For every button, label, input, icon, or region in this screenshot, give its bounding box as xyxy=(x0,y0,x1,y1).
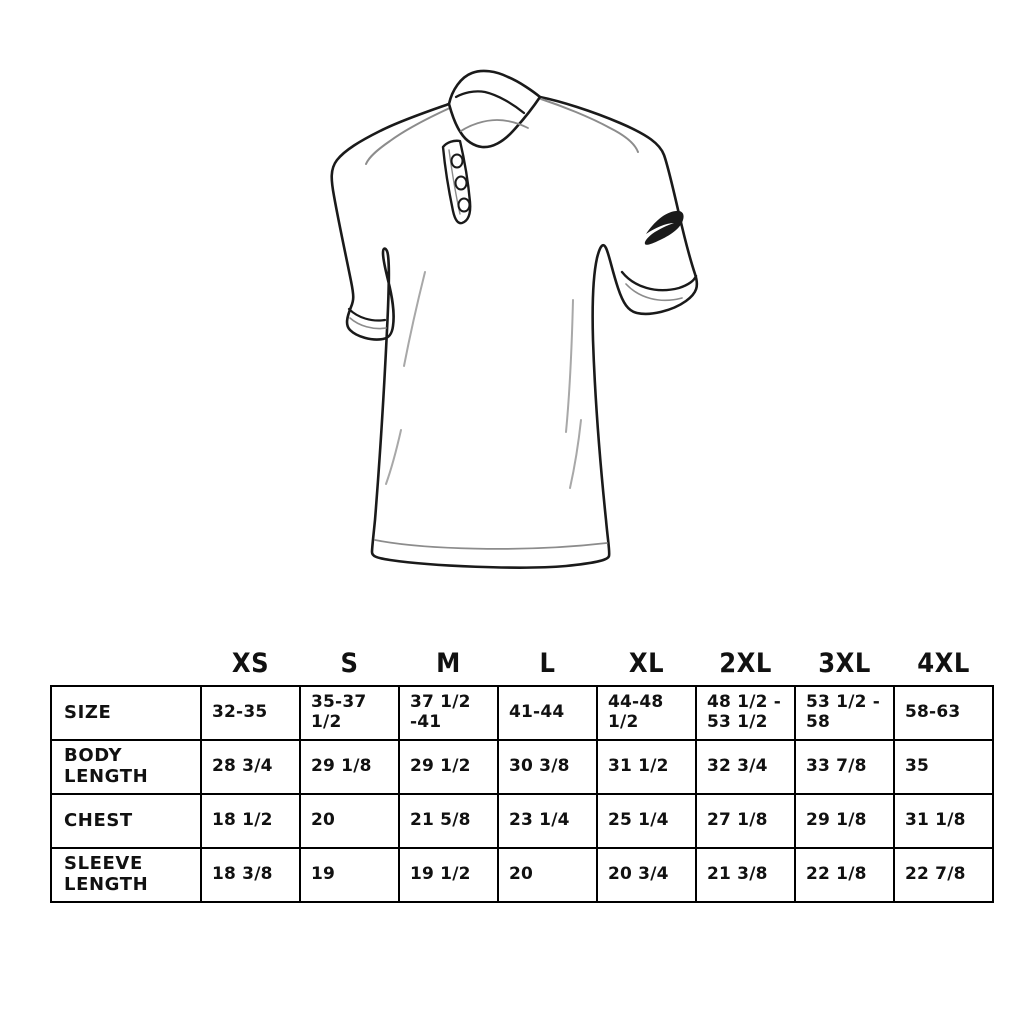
button-top xyxy=(452,155,463,168)
header-size-m: M xyxy=(436,648,461,679)
cell-size-2xl: 48 1/2 - 53 1/2 xyxy=(696,686,795,740)
table-row xyxy=(51,794,993,848)
cell-sleeve-length-s: 19 xyxy=(300,848,399,902)
table-header-row xyxy=(51,648,993,686)
cell-body-length-2xl: 32 3/4 xyxy=(696,740,795,794)
row-label-body-length: BODY LENGTH xyxy=(51,740,201,794)
header-size-s: S xyxy=(340,648,359,679)
cell-size-m: 37 1/2 -41 xyxy=(399,686,498,740)
cell-size-xs: 32-35 xyxy=(201,686,300,740)
size-chart xyxy=(50,648,974,903)
cell-sleeve-length-m: 19 1/2 xyxy=(399,848,498,902)
table-row xyxy=(51,740,993,794)
cell-sleeve-length-xs: 18 3/8 xyxy=(201,848,300,902)
cell-size-xl: 44-48 1/2 xyxy=(597,686,696,740)
button-middle xyxy=(456,177,467,190)
cell-chest-xs: 18 1/2 xyxy=(201,794,300,848)
cell-size-3xl: 53 1/2 - 58 xyxy=(795,686,894,740)
row-label-sleeve-length: SLEEVE LENGTH xyxy=(51,848,201,902)
cell-sleeve-length-2xl: 21 3/8 xyxy=(696,848,795,902)
cell-sleeve-length-l: 20 xyxy=(498,848,597,902)
cell-size-l: 41-44 xyxy=(498,686,597,740)
size-chart-table xyxy=(50,648,994,903)
cell-body-length-xs: 28 3/4 xyxy=(201,740,300,794)
header-blank xyxy=(51,648,201,686)
cell-chest-2xl: 27 1/8 xyxy=(696,794,795,848)
cell-chest-4xl: 31 1/8 xyxy=(894,794,993,848)
cell-sleeve-length-xl: 20 3/4 xyxy=(597,848,696,902)
header-size-xl: XL xyxy=(628,648,665,679)
cell-chest-3xl: 29 1/8 xyxy=(795,794,894,848)
table-row xyxy=(51,686,993,740)
header-size-xs: XS xyxy=(231,648,270,679)
cell-body-length-s: 29 1/8 xyxy=(300,740,399,794)
cell-chest-s: 20 xyxy=(300,794,399,848)
cell-body-length-4xl: 35 xyxy=(894,740,993,794)
cell-body-length-l: 30 3/8 xyxy=(498,740,597,794)
cell-body-length-xl: 31 1/2 xyxy=(597,740,696,794)
header-size-3xl: 3XL xyxy=(818,648,871,679)
cell-body-length-3xl: 33 7/8 xyxy=(795,740,894,794)
row-label-chest: CHEST xyxy=(51,794,201,848)
cell-chest-xl: 25 1/4 xyxy=(597,794,696,848)
cell-size-s: 35-37 1/2 xyxy=(300,686,399,740)
button-bottom xyxy=(459,199,470,212)
cell-chest-m: 21 5/8 xyxy=(399,794,498,848)
cell-chest-l: 23 1/4 xyxy=(498,794,597,848)
cell-size-4xl: 58-63 xyxy=(894,686,993,740)
shirt-body-outline xyxy=(332,97,697,568)
cell-sleeve-length-4xl: 22 7/8 xyxy=(894,848,993,902)
header-size-l: L xyxy=(539,648,556,679)
table-row xyxy=(51,848,993,902)
row-label-size: SIZE xyxy=(51,686,201,740)
header-size-2xl: 2XL xyxy=(719,648,772,679)
header-size-4xl: 4XL xyxy=(917,648,970,679)
cell-sleeve-length-3xl: 22 1/8 xyxy=(795,848,894,902)
cell-body-length-m: 29 1/2 xyxy=(399,740,498,794)
